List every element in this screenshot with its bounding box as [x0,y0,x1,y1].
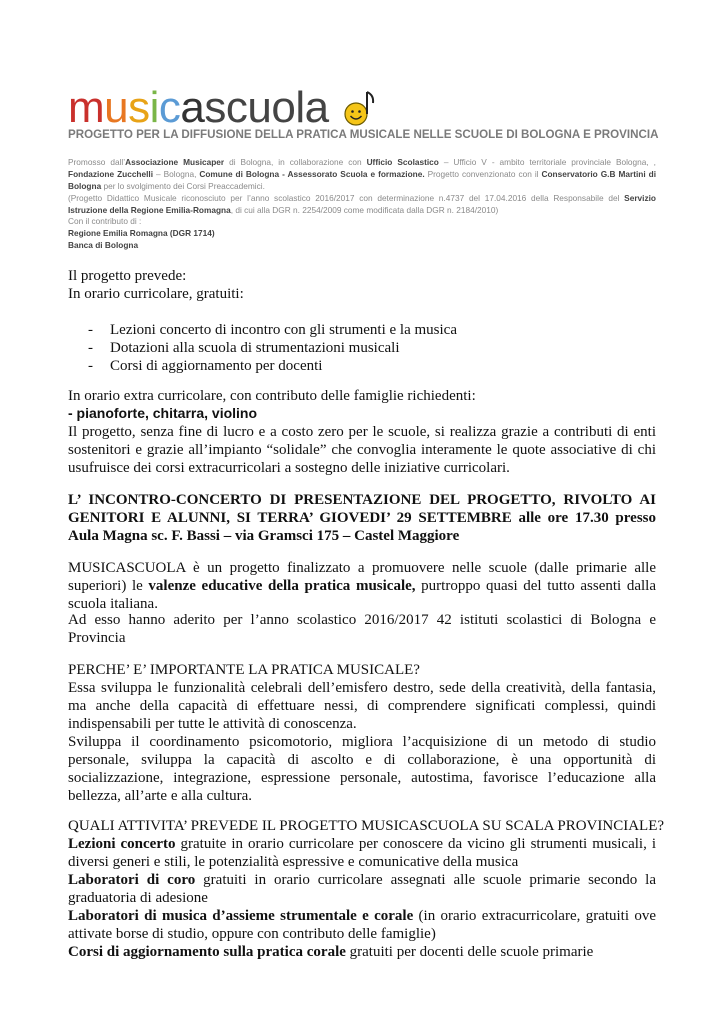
logo-letter: a [180,83,205,132]
text-run: – Ufficio V - ambito territoriale provinciale Bologna, , [438,157,656,167]
logo-letter: l [295,83,305,132]
activity-item [68,835,656,871]
text-run: purtroppo quasi del tutto assenti dalla scuola italiana. [68,578,656,612]
bold-run: valenze educative della pratica musicale, [148,578,416,594]
activity-item [68,871,656,907]
list-item: - Corsi di aggiornamento per docenti [88,357,457,375]
contributor-bank: Banca di Bologna [68,240,139,250]
intro-line-1: Il progetto prevede: [68,268,187,284]
logo-letter: m [68,83,105,132]
why-paragraph-1: Essa sviluppa le funzionalità celebrali dell’emisfero destro, sede della creatività, della fantasia, ma anche della capacità di effettuare nessi, di comprendere significati complessi, quindi indispensabili per tutte le attività di conoscenza. [68,680,656,732]
why-heading: PERCHE’ E’ IMPORTANTE LA PRATICA MUSICALE? [68,662,420,678]
curricular-list [88,321,457,375]
text-run: di Bologna, in collaborazione con [224,157,367,167]
adhesion-paragraph: Ad esso hanno aderito per l’anno scolastico 2016/2017 42 istituti scolastici di Bologna e Provincia [68,612,656,646]
intro-line-2: In orario curricolare, gratuiti: [68,286,244,302]
logo-letter: i [149,83,159,132]
activity-description: (in orario extracurricolare, gratuiti ove attivate borse di studio, oppure con contributo delle famiglie) [68,908,656,942]
logo-letter: c [225,83,248,132]
logo-wordmark [68,83,329,132]
list-item: - Dotazioni alla scuola di strumentazioni musicali [88,339,457,357]
contributor-region: Regione Emilia Romagna (DGR 1714) [68,228,215,238]
extra-curricular-line: In orario extra curricolare, con contributo delle famiglie richiedenti: [68,388,476,404]
contrib-label: Con il contributo di : [68,216,142,226]
smiley-music-note-icon [340,86,380,130]
activities-heading: QUALI ATTIVITA’ PREVEDE IL PROGETTO MUSICASCUOLA SU SCALA PROVINCIALE? [68,818,665,834]
project-subtitle: PROGETTO PER LA DIFFUSIONE DELLA PRATICA MUSICALE NELLE SCUOLE DI BOLOGNA E PROVINCIA [68,128,659,141]
intro-paragraph: Il progetto, senza fine di lucro e a costo zero per le scuole, si realizza grazie a contributi di enti sostenitori e grazie all’impianto “solidale” che convoglia interamente le quote associative di chi usufruisce dei corsi extracurricolari a sostegno delle iniziative curricolari. [68,424,656,476]
bold-run: Associazione Musicaper [125,157,225,167]
list-item: - Lezioni concerto di incontro con gli strumenti e la musica [88,321,457,339]
bold-run: L’ INCONTRO-CONCERTO DI PRESENTAZIONE DEL PROGETTO, RIVOLTO AI GENITORI E ALUNNI, SI TERRA’ GIOVEDI’ 29 SETTEMBRE [68,492,656,526]
logo-letter: o [271,83,296,132]
activity-title: Lezioni concerto [68,836,176,852]
text-run: MUSICASCUOLA è un progetto finalizzato a promuovere nelle scuole (dalle primarie alle superiori) le [68,560,656,594]
text-run: – Bologna, [153,169,200,179]
logo-letter: u [104,83,129,132]
activity-item [68,943,656,961]
activity-description: gratuite in orario curricolare per conoscere da vicino gli strumenti musicali, i diversi generi e stili, le potenzialità espressive e comunicative della musica [68,836,657,870]
mission-paragraph [68,559,656,613]
activity-title: Laboratori di musica d’assieme strumentale e corale [68,908,414,924]
event-announcement [68,491,656,545]
bold-run: Servizio Istruzione della Regione Emilia-Romagna [68,193,656,215]
logo-letter: c [158,83,181,132]
activity-title: Corsi di aggiornamento sulla pratica corale [68,944,346,960]
text-run: , di cui alla DGR n. 2254/2009 come modificata dalla DGR n. 2184/2010) [230,205,499,215]
logo-letter: s [128,83,150,132]
activity-item [68,907,656,943]
why-paragraph-2: Sviluppa il coordinamento psicomotorio, migliora l’acquisizione di un metodo di studio personale, sviluppa la capacità di ascolto e di collaborazione, è una opportunità di socializzazione, integrazione, espressione personale, autostima, favorisce l’educazione alla bellezza, all’arte e alla cultura. [68,734,656,804]
bold-run: Ufficio Scolastico [366,157,439,167]
bold-run: Comune di Bologna - Assessorato Scuola e formazione. [199,169,425,179]
recognition-paragraph [68,192,656,216]
activities-list [68,835,656,961]
instruments-line: - pianoforte, chitarra, violino [68,405,258,421]
activity-description: gratuiti per docenti delle scuole primarie [345,944,594,960]
bold-run: Conservatorio G.B Martini di Bologna [68,169,657,191]
text-run: (Progetto Didattico Musicale riconosciuto per l’anno scolastico 2016/2017 con determinazione n.4737 del 17.04.2016 della Responsabile del [68,193,625,203]
logo-letter: s [204,83,226,132]
bold-run: alle ore 17.30 presso Aula Magna sc. F. Bassi – via Gramsci 175 – Castel Maggiore [68,510,656,544]
logo-letter: u [247,83,272,132]
logo-letter: a [304,83,329,132]
text-run: per lo svolgimento dei Corsi Preaccademici. [101,181,265,191]
promoters-paragraph [68,156,656,192]
bold-run: Fondazione Zucchelli [68,169,154,179]
text-run: Progetto convenzionato con il [424,169,542,179]
activity-description: gratuiti in orario curricolare assegnati alle scuole primarie secondo la graduatoria di adesione [68,872,656,906]
text-run: Promosso dall’ [68,157,126,167]
activity-title: Laboratori di coro [68,872,196,888]
